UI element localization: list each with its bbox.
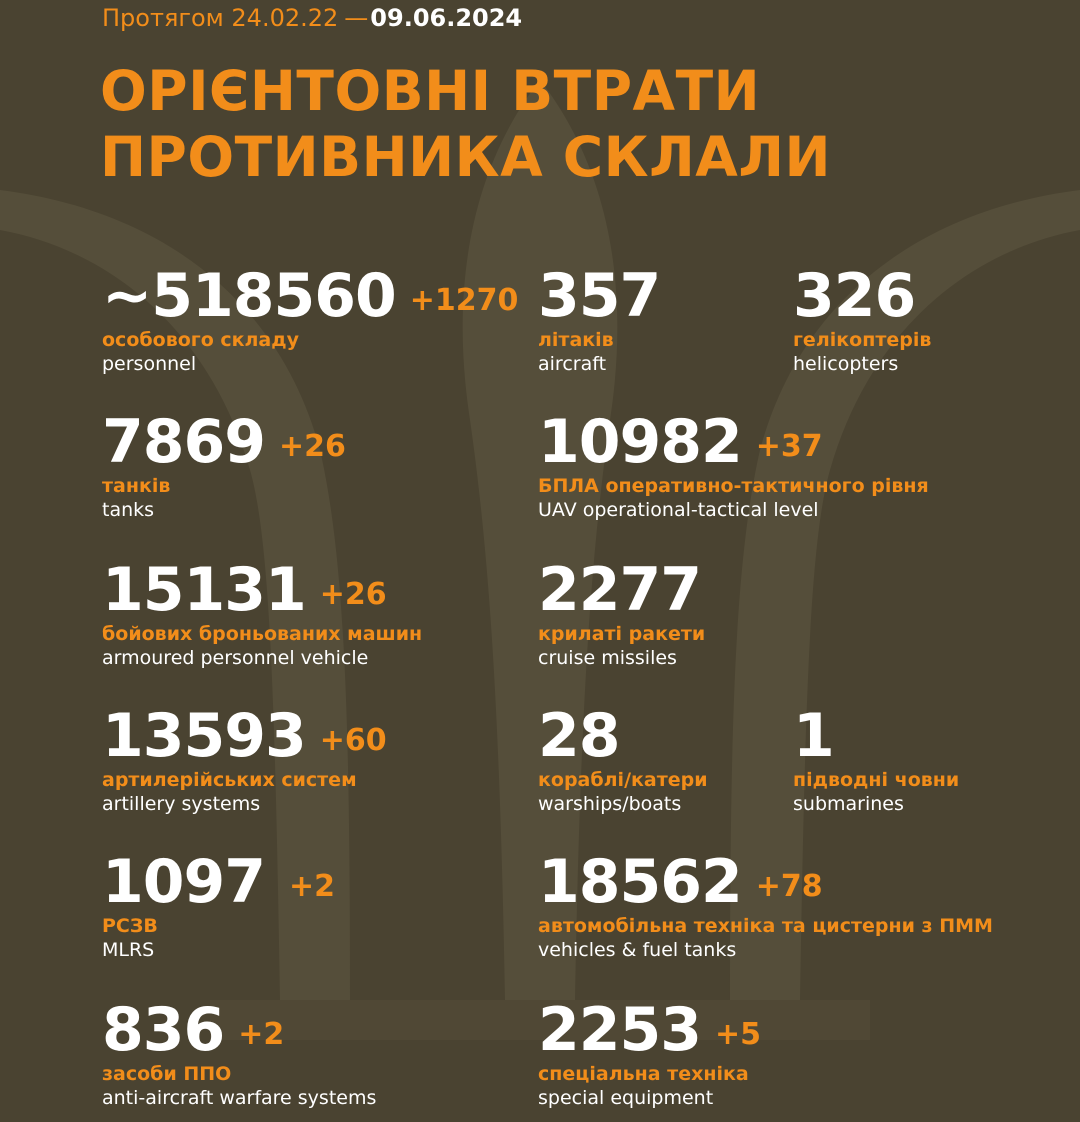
stat-label-en: anti-aircraft warfare systems: [102, 1087, 377, 1109]
stat-vehicles: [538, 847, 993, 962]
stat-value: 10982: [538, 407, 742, 477]
stat-value: 2277: [538, 555, 701, 625]
stat-label-en: helicopters: [793, 353, 899, 375]
stat-label-en: submarines: [793, 793, 904, 815]
stat-value: 326: [793, 261, 916, 331]
stat-label-ua: артилерійських систем: [102, 769, 357, 791]
stat-label-ua: танків: [102, 475, 171, 497]
stat-delta: +26: [319, 577, 387, 612]
stat-label-en: armoured personnel vehicle: [102, 647, 369, 669]
stat-artillery: [102, 701, 387, 816]
stat-delta: +78: [755, 869, 823, 904]
stat-value: 13593: [102, 701, 306, 771]
stat-cruise-missiles: [538, 555, 706, 670]
stat-label-en: aircraft: [538, 353, 607, 375]
stat-label-ua: гелікоптерів: [793, 329, 932, 351]
stat-value: ~518560: [102, 261, 396, 331]
stat-label-ua: літаків: [538, 329, 614, 351]
stat-label-ua: підводні човни: [793, 769, 960, 791]
stat-label-ua: БПЛА оперативно-тактичного рівня: [538, 475, 929, 497]
stat-aircraft: [538, 261, 661, 376]
stat-label-ua: кораблі/катери: [538, 769, 708, 791]
stat-label-ua: крилаті ракети: [538, 623, 706, 645]
stat-value: 28: [538, 701, 620, 771]
stat-label-en: vehicles & fuel tanks: [538, 939, 737, 961]
stat-helicopters: [793, 261, 932, 376]
stat-value: 7869: [102, 407, 265, 477]
stat-label-en: warships/boats: [538, 793, 682, 815]
title-line-1: ОРІЄНТОВНІ ВТРАТИ: [100, 59, 761, 123]
stat-uav: [538, 407, 929, 522]
title-line-2: ПРОТИВНИКА СКЛАЛИ: [100, 125, 832, 189]
date-separator: —: [344, 4, 369, 32]
stat-value: 18562: [538, 847, 742, 917]
stat-value: 15131: [102, 555, 306, 625]
stat-label-ua: спеціальна техніка: [538, 1063, 749, 1085]
stat-label-ua: автомобільна техніка та цистерни з ПММ: [538, 915, 993, 937]
stat-label-en: cruise missiles: [538, 647, 677, 669]
stat-label-en: artillery systems: [102, 793, 261, 815]
stat-value: 1: [793, 701, 834, 771]
stat-value: 2253: [538, 995, 701, 1065]
stat-submarines: [793, 701, 960, 816]
page-title: [100, 58, 831, 190]
stat-label-ua: бойових броньованих машин: [102, 623, 423, 645]
stat-delta: +5: [715, 1017, 762, 1052]
stat-label-en: personnel: [102, 353, 197, 375]
stat-label-en: tanks: [102, 499, 155, 521]
stat-special-equipment: [538, 995, 762, 1110]
stat-label-en: MLRS: [102, 939, 155, 961]
date-range: [102, 4, 522, 32]
stat-delta: +26: [279, 429, 346, 464]
stat-delta: +1270: [409, 283, 519, 318]
stat-label-en: UAV operational-tactical level: [538, 499, 819, 521]
stat-label-ua: засоби ППО: [102, 1063, 232, 1085]
stat-label-ua: РСЗВ: [102, 915, 158, 937]
stat-delta: +37: [755, 429, 823, 464]
stat-warships: [538, 701, 708, 816]
stat-anti-aircraft: [102, 995, 377, 1110]
stat-personnel: [102, 261, 519, 376]
stat-label-en: special equipment: [538, 1087, 714, 1109]
stat-label-ua: особового складу: [102, 329, 299, 351]
stat-delta: +60: [319, 723, 387, 758]
stat-mlrs: [102, 847, 336, 962]
stat-apv: [102, 555, 423, 670]
date-from: Протягом 24.02.22: [102, 4, 339, 32]
stat-tanks: [102, 407, 346, 522]
stat-value: 1097: [102, 847, 265, 917]
stat-value: 357: [538, 261, 661, 331]
date-to: 09.06.2024: [370, 4, 523, 32]
stat-delta: +2: [289, 869, 336, 904]
stat-value: 836: [102, 995, 225, 1065]
stat-delta: +2: [238, 1017, 285, 1052]
